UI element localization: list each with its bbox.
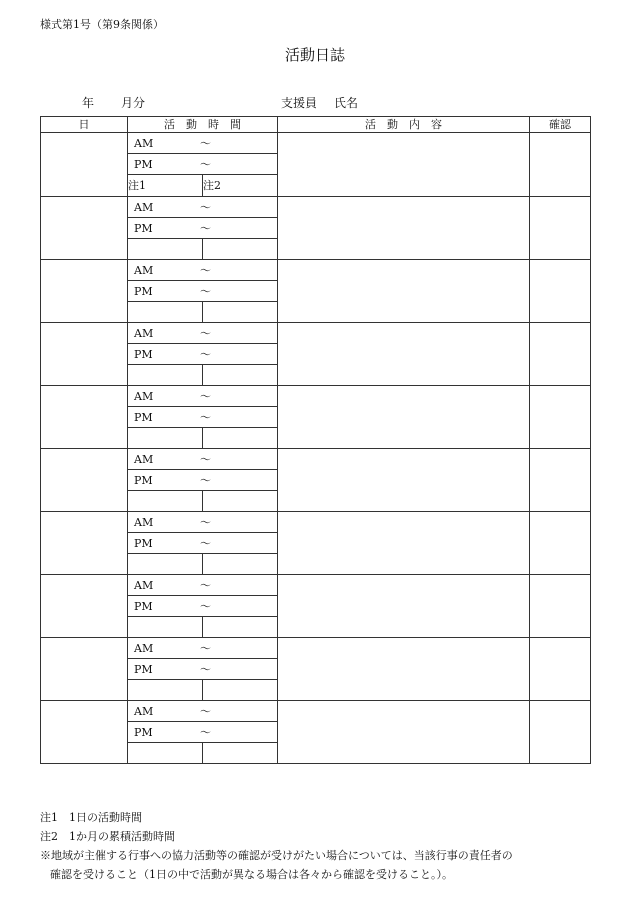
day-row-am — [41, 323, 591, 344]
tilde-mark: 〜 — [200, 537, 211, 550]
tilde-mark: 〜 — [200, 579, 211, 592]
content-cell[interactable] — [278, 638, 530, 701]
tilde-mark: 〜 — [200, 474, 211, 487]
am-time-cell[interactable] — [128, 260, 278, 281]
tilde-mark: 〜 — [200, 642, 211, 655]
note1-cell[interactable] — [128, 617, 203, 638]
pm-time-cell[interactable] — [128, 344, 278, 365]
footnote-2: 注2 1か月の累積活動時間 — [40, 830, 175, 843]
am-label: AM — [134, 579, 154, 592]
am-time-cell[interactable] — [128, 638, 278, 659]
content-cell[interactable] — [278, 701, 530, 764]
day-row-am — [41, 197, 591, 218]
am-label: AM — [134, 327, 154, 340]
note2-cell[interactable] — [203, 239, 278, 260]
note2-cell[interactable] — [203, 680, 278, 701]
tilde-mark: 〜 — [200, 663, 211, 676]
remark-line-2: 確認を受けること（1日の中で活動が異なる場合は各々から確認を受けること。）。 — [50, 868, 453, 881]
am-time-cell[interactable] — [128, 197, 278, 218]
tilde-mark: 〜 — [200, 264, 211, 277]
am-label: AM — [134, 516, 154, 529]
am-time-cell[interactable] — [128, 512, 278, 533]
am-time-cell[interactable] — [128, 575, 278, 596]
content-cell[interactable] — [278, 323, 530, 386]
pm-time-cell[interactable] — [128, 596, 278, 617]
am-time-cell[interactable] — [128, 701, 278, 722]
note1-cell[interactable] — [128, 743, 203, 764]
tilde-mark: 〜 — [200, 348, 211, 361]
note1-cell[interactable] — [128, 554, 203, 575]
pm-label: PM — [134, 222, 153, 235]
content-cell[interactable] — [278, 260, 530, 323]
note1-cell[interactable] — [128, 491, 203, 512]
pm-label: PM — [134, 411, 153, 424]
note2-cell[interactable] — [203, 554, 278, 575]
note2-cell[interactable] — [203, 302, 278, 323]
pm-label: PM — [134, 537, 153, 550]
pm-time-cell[interactable] — [128, 659, 278, 680]
activity-log-table — [40, 116, 591, 764]
day-row-am — [41, 701, 591, 722]
am-time-cell[interactable] — [128, 133, 278, 154]
date-cell[interactable] — [41, 133, 128, 197]
confirm-column-header: 確認 — [530, 117, 591, 133]
note1-cell[interactable] — [128, 428, 203, 449]
pm-time-cell[interactable] — [128, 407, 278, 428]
footnotes — [40, 808, 513, 884]
pm-label: PM — [134, 600, 153, 613]
content-column-header: 活 動 内 容 — [278, 117, 530, 133]
confirm-cell[interactable] — [530, 701, 591, 764]
pm-time-cell[interactable] — [128, 470, 278, 491]
confirm-cell[interactable] — [530, 197, 591, 260]
footnote-1: 注1 1日の活動時間 — [40, 811, 142, 824]
am-time-cell[interactable] — [128, 449, 278, 470]
tilde-mark: 〜 — [200, 201, 211, 214]
pm-time-cell[interactable] — [128, 281, 278, 302]
pm-time-cell[interactable] — [128, 218, 278, 239]
note1-cell[interactable] — [128, 302, 203, 323]
confirm-cell[interactable] — [530, 575, 591, 638]
day-row-am — [41, 386, 591, 407]
pm-time-cell[interactable] — [128, 722, 278, 743]
note2-cell[interactable] — [203, 365, 278, 386]
tilde-mark: 〜 — [200, 137, 211, 150]
name-label: 氏名 — [334, 96, 359, 110]
note1-cell[interactable]: 注1 — [128, 175, 203, 197]
date-column-header: 日 — [41, 117, 128, 133]
content-cell[interactable] — [278, 575, 530, 638]
tilde-mark: 〜 — [200, 285, 211, 298]
am-label: AM — [134, 642, 154, 655]
confirm-cell[interactable] — [530, 133, 591, 197]
day-row-am — [41, 575, 591, 596]
tilde-mark: 〜 — [200, 600, 211, 613]
pm-label: PM — [134, 663, 153, 676]
date-cell[interactable] — [41, 638, 128, 701]
staff-label: 支援員 — [281, 96, 318, 110]
pm-label: PM — [134, 474, 153, 487]
tilde-mark: 〜 — [200, 516, 211, 529]
day-row-am — [41, 260, 591, 281]
am-label: AM — [134, 201, 154, 214]
note2-cell[interactable] — [203, 428, 278, 449]
note2-cell[interactable] — [203, 617, 278, 638]
remark-line-1: ※地域が主催する行事への協力活動等の確認が受けがたい場合については、当該行事の責任者の — [40, 849, 513, 862]
day-row-am — [41, 512, 591, 533]
note2-cell[interactable]: 注2 — [203, 175, 278, 197]
note2-cell[interactable] — [203, 743, 278, 764]
am-label: AM — [134, 453, 154, 466]
note2-cell[interactable] — [203, 491, 278, 512]
note1-cell[interactable] — [128, 239, 203, 260]
tilde-mark: 〜 — [200, 222, 211, 235]
content-cell[interactable] — [278, 449, 530, 512]
am-label: AM — [134, 264, 154, 277]
month-label: 月分 — [121, 96, 146, 110]
day-row-am — [41, 133, 591, 154]
day-row-am — [41, 638, 591, 659]
date-cell[interactable] — [41, 197, 128, 260]
date-cell[interactable] — [41, 386, 128, 449]
date-cell[interactable] — [41, 701, 128, 764]
date-cell[interactable] — [41, 575, 128, 638]
pm-time-cell[interactable] — [128, 533, 278, 554]
am-label: AM — [134, 390, 154, 403]
am-time-cell[interactable] — [128, 323, 278, 344]
day-row-am — [41, 449, 591, 470]
date-cell[interactable] — [41, 260, 128, 323]
content-cell[interactable] — [278, 386, 530, 449]
pm-label: PM — [134, 726, 153, 739]
time-column-header: 活 動 時 間 — [128, 117, 278, 133]
year-label: 年 — [82, 96, 95, 110]
confirm-cell[interactable] — [530, 638, 591, 701]
tilde-mark: 〜 — [200, 726, 211, 739]
date-cell[interactable] — [41, 512, 128, 575]
content-cell[interactable] — [278, 133, 530, 197]
pm-time-cell[interactable] — [128, 154, 278, 175]
content-cell[interactable] — [278, 197, 530, 260]
note1-cell[interactable] — [128, 680, 203, 701]
activity-log-body — [41, 133, 591, 764]
pm-label: PM — [134, 348, 153, 361]
pm-label: PM — [134, 158, 153, 171]
tilde-mark: 〜 — [200, 327, 211, 340]
tilde-mark: 〜 — [200, 705, 211, 718]
confirm-cell[interactable] — [530, 386, 591, 449]
date-cell[interactable] — [41, 323, 128, 386]
tilde-mark: 〜 — [200, 411, 211, 424]
table-header-row — [41, 117, 591, 133]
confirm-cell[interactable] — [530, 323, 591, 386]
date-cell[interactable] — [41, 449, 128, 512]
form-code: 様式第1号（第9条関係） — [40, 18, 164, 31]
am-time-cell[interactable] — [128, 386, 278, 407]
page-title: 活動日誌 — [284, 46, 345, 64]
confirm-cell[interactable] — [530, 260, 591, 323]
content-cell[interactable] — [278, 512, 530, 575]
tilde-mark: 〜 — [200, 453, 211, 466]
tilde-mark: 〜 — [200, 390, 211, 403]
pm-label: PM — [134, 285, 153, 298]
note1-cell[interactable] — [128, 365, 203, 386]
am-label: AM — [134, 137, 154, 150]
confirm-cell[interactable] — [530, 449, 591, 512]
tilde-mark: 〜 — [200, 158, 211, 171]
am-label: AM — [134, 705, 154, 718]
confirm-cell[interactable] — [530, 512, 591, 575]
